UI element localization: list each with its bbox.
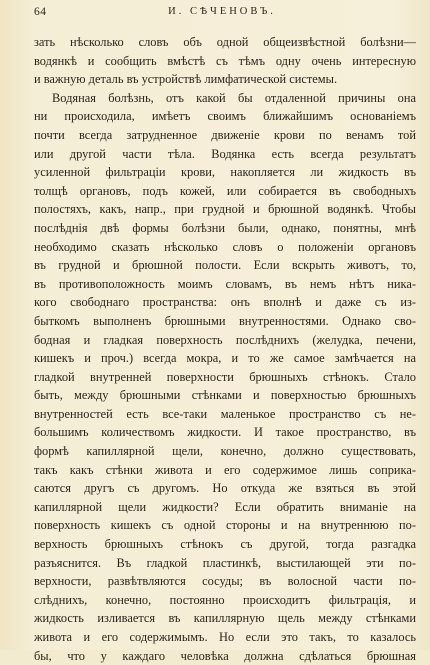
text-line: Водяная болѣзнь, отъ какой бы отдаленной причины она <box>52 90 416 105</box>
text-line: быть, между брюшными стѣнками и поверхностью брюшныхъ <box>34 388 416 403</box>
text-line: ни происходила, имѣетъ своимъ ближайшимъ основаніемъ <box>34 109 416 124</box>
body-text <box>34 33 416 665</box>
text-line: верхности, развѣтвляются сосуды; въ волосной части по- <box>34 574 416 589</box>
text-line: верхность брюшныхъ стѣнокъ съ другой, тогда разгадка <box>34 537 416 552</box>
text-line: такъ какъ стѣнки живота и его содержимое лишь соприка- <box>34 462 416 477</box>
page-header <box>34 6 410 20</box>
text-line: въ грудной и брюшной полости. Если вскрыть животъ, то, <box>34 258 416 273</box>
text-line: капиллярной щели жидкости? Если обратить вниманіе на <box>34 499 416 514</box>
text-line: почти всегда затрудненное движеніе крови по венамъ той <box>34 127 416 142</box>
text-line: и важную деталь въ устройствѣ лимфатической системы. <box>34 72 338 87</box>
text-line: слѣднихъ, конечно, постоянно происходитъ фильтрація, и <box>34 592 416 607</box>
text-line: жидкость изливается въ капиллярную щель между стѣнками <box>34 611 416 626</box>
text-line: живота и его содержимымъ. Но если это такъ, то казалось <box>34 630 416 644</box>
page-number: 64 <box>34 6 47 18</box>
text-line: гладкой внутренней поверхности брюшныхъ стѣнокъ. Стало <box>34 369 416 384</box>
text-line: или другой части тѣла. Водянка есть всегда результатъ <box>34 146 416 161</box>
text-line: необходимо сказать нѣсколько словъ о положеніи органовъ <box>34 239 416 254</box>
text-line: быткомъ выполненъ брюшными внутренностями. Однако сво- <box>34 313 416 328</box>
text-line: большимъ количествомъ жидкости. И такое пространство, въ <box>34 425 416 440</box>
text-line: поверхность кишекъ съ одной стороны и на внутреннюю по- <box>34 518 416 533</box>
text-line: саются другъ съ другомъ. Но откуда же взяться въ этой <box>34 481 416 496</box>
text-line: усиленной фильтраціи крови, накопляется ли жидкость въ <box>34 165 416 180</box>
text-line: въ противоположность моимъ словамъ, въ немъ нѣтъ ника- <box>34 276 416 291</box>
text-line: бы, что у каждаго человѣка должна сдѣлаться брюшная <box>34 648 416 663</box>
running-head: И. СѢЧЕНОВЪ. <box>168 6 276 17</box>
text-line: формѣ капиллярной щели, конечно, должно существовать, <box>34 444 416 459</box>
text-line: кого свободнаго пространства: онъ вполнѣ и даже съ из- <box>34 295 416 310</box>
text-line: полостяхъ, какъ, напр., при грудной и брюшной водянкѣ. Чтобы <box>34 202 416 217</box>
text-line: толщѣ органовъ, подъ кожей, или собирается въ свободныхъ <box>34 183 416 198</box>
text-line: бодная и гладкая поверхность послѣднихъ (желудка, печени, <box>34 332 416 347</box>
text-line: водянкѣ и сообщить вмѣстѣ съ тѣмъ одну очень интересную <box>34 53 416 68</box>
text-line: послѣднія двѣ формы болѣзни были, однако, понятны, мнѣ <box>34 220 416 235</box>
text-line: кишекъ и проч.) всегда мокра, и то же самое замѣчается на <box>34 351 416 366</box>
text-line: разъяснится. Въ гладкой пластинкѣ, выстилающей эти по- <box>34 555 416 570</box>
text-line: внутренностей есть все-таки маленькое пространство съ не- <box>34 406 416 421</box>
text-line: зать нѣсколько словъ объ одной общеизвѣстной болѣзни— <box>34 35 416 49</box>
